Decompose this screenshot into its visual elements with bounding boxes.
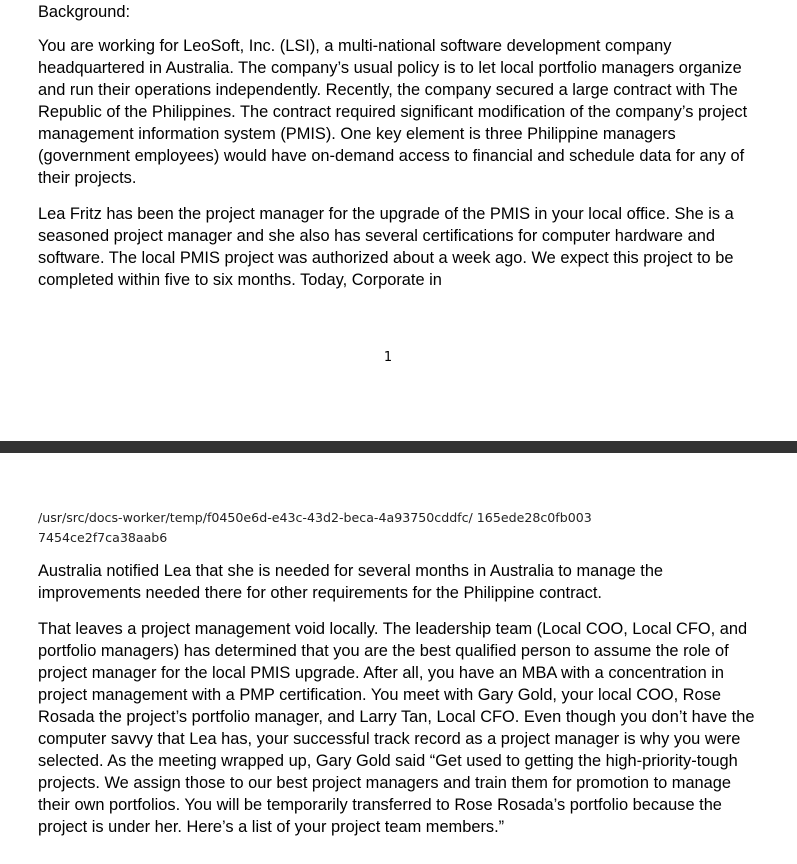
continuation-paragraph: Australia notified Lea that she is needed for several months in Australia to manage the improvements needed there for other requirements for the Philippine contract. xyxy=(38,562,664,602)
file-path-header: /usr/src/docs-worker/temp/f0450e6d-e43c-43d2-beca-4a93750cddfc/ 165ede28c0fb0037454ce2f7ca38aab6 xyxy=(38,510,592,545)
leadership-paragraph: That leaves a project management void locally. The leadership team (Local COO, Local CFO, and portfolio managers) has determined that you are the best qualified person to assume the role of project manager for the local PMIS upgrade. After all, you have an MBA with a concentration in project management with a PMP certification. You meet with Gary Gold, your local COO, Rose Rosada the project’s portfolio manager, and Larry Tan, Local CFO. Even though you don’t have the computer savvy that Lea has, your successful track record as a project manager is why you were selected. As the meeting wrapped up, Gary Gold said “Get used to getting the high-priority-tough projects. We assign those to our best project managers and train them for promotion to manage their own portfolios. You will be temporarily transferred to Rose Rosada’s portfolio because the project is under her. Here’s a list of your project team members.” xyxy=(38,620,755,836)
document-page-2 xyxy=(0,453,797,864)
background-paragraph-1: You are working for LeoSoft, Inc. (LSI), a multi-national software development company headquartered in Australia. The company’s usual policy is to let local portfolio managers organize and run their operations independently. Recently, the company secured a large contract with The Republic of the Philippines. The contract required significant modification of the company’s project management information system (PMIS). One key element is three Philippine managers (government employees) would have on-demand access to financial and schedule data for any of their projects. xyxy=(38,37,748,187)
page-divider xyxy=(0,441,797,453)
background-paragraph-2: Lea Fritz has been the project manager for the upgrade of the PMIS in your local office. She is a seasoned project manager and she also has several certifications for computer hardware and software. The local PMIS project was authorized about a week ago. We expect this project to be completed within five to six months. Today, Corporate in xyxy=(38,205,734,289)
background-heading: Background: xyxy=(38,3,131,21)
page-number: 1 xyxy=(383,350,393,365)
